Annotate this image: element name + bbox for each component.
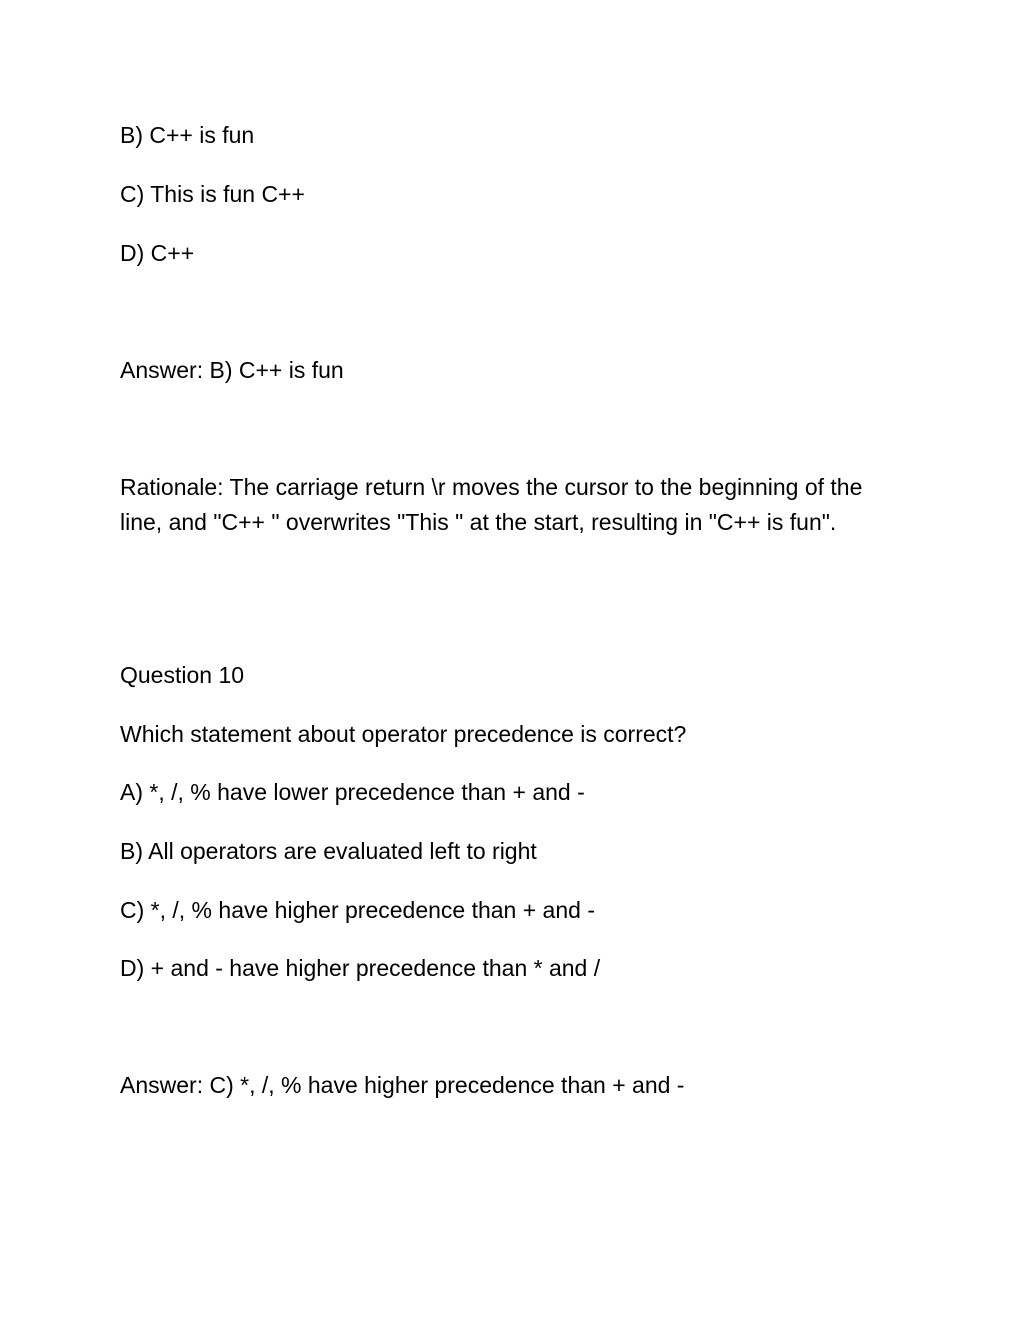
q10-option-a: A) *, /, % have lower precedence than + and - — [120, 779, 585, 805]
q10-option-c: C) *, /, % have higher precedence than + and - — [120, 897, 595, 923]
q9-option-b: B) C++ is fun — [120, 122, 255, 148]
q10-question: Which statement about operator precedence is correct? — [120, 721, 687, 747]
q10-option-b: B) All operators are evaluated left to right — [120, 838, 537, 864]
q9-option-d: D) C++ — [120, 240, 195, 266]
q10-option-d: D) + and - have higher precedence than * and / — [120, 955, 601, 981]
q9-answer: Answer: B) C++ is fun — [120, 357, 344, 383]
q9-rationale: Rationale: The carriage return \r moves the cursor to the beginning of the line, and "C++ " overwrites "This " at the start, resulting in "C++ is fun". — [120, 474, 863, 535]
q10-answer: Answer: C) *, /, % have higher precedence than + and - — [120, 1072, 685, 1098]
q10-heading: Question 10 — [120, 662, 245, 688]
q9-option-c: C) This is fun C++ — [120, 181, 305, 207]
